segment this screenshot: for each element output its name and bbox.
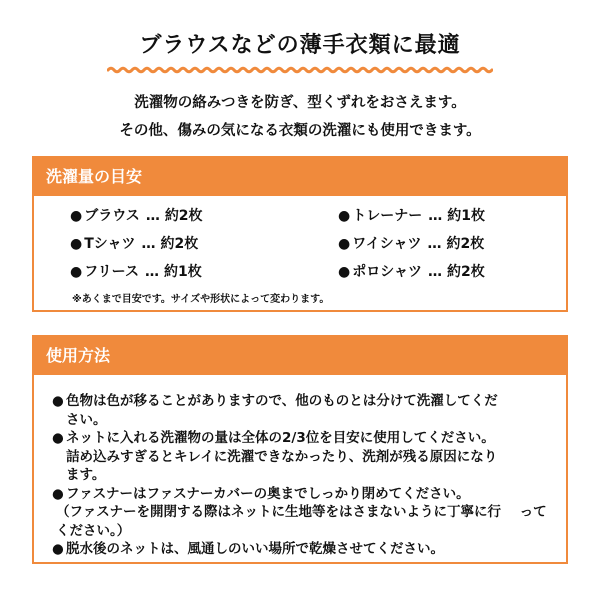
usage-item-line: ネットに入れる洗濯物の量は全体の2/3位を目安に使用してください。 xyxy=(66,430,495,446)
guide-item-name: フリース xyxy=(84,264,139,280)
guide-item xyxy=(338,235,538,254)
usage-item-line: 脱水後のネットは、風通しのいい場所で乾燥させてください。 xyxy=(66,541,444,557)
guide-item xyxy=(338,207,538,226)
bullet-icon: ● xyxy=(338,264,351,280)
usage-item-line: ファスナーはファスナーカバーの奥までしっかり閉めてください。 xyxy=(66,485,470,502)
lead-line-2: その他、傷みの気になる衣類の洗濯にも使用できます。 xyxy=(119,123,481,139)
guide-item-name: ブラウス xyxy=(84,208,140,224)
bullet-icon: ● xyxy=(70,236,83,252)
bullet-icon: ● xyxy=(70,208,83,224)
usage-item xyxy=(52,540,556,559)
laundry-amount-guide-box xyxy=(32,156,568,312)
usage-item-line: ってください。） xyxy=(56,504,547,539)
usage-item-line: さい。 xyxy=(66,411,107,428)
guide-separator: … xyxy=(141,236,155,252)
bullet-icon: ● xyxy=(52,430,64,446)
guide-item-qty: 約1枚 xyxy=(163,264,202,280)
guide-item-qty: 約1枚 xyxy=(447,208,485,224)
guide-separator: … xyxy=(145,208,159,224)
guide-item-name: トレーナー xyxy=(352,208,423,224)
guide-item-name: ワイシャツ xyxy=(352,236,422,252)
usage-instructions-box xyxy=(32,335,568,564)
guide-item-name: ポロシャツ xyxy=(352,264,422,280)
usage-item-line: 色物は色が移ることがありますので、他のものとは分けて洗濯してくだ xyxy=(66,393,498,409)
usage-item-line: ます。 xyxy=(66,467,106,483)
guide-item xyxy=(70,235,338,254)
orange-wave-underline-icon xyxy=(107,64,493,76)
usage-item xyxy=(52,485,556,504)
bullet-icon: ● xyxy=(52,485,64,502)
bullet-icon: ● xyxy=(338,208,351,224)
guide-separator: … xyxy=(427,264,441,280)
usage-item-line: 詰め込みすぎるとキレイに洗濯できなかったり、洗剤が残る原因になり xyxy=(66,448,498,465)
guide-separator: … xyxy=(428,208,442,224)
guide-item xyxy=(70,207,338,226)
usage-list xyxy=(52,392,556,559)
guide-separator: … xyxy=(427,236,441,252)
guide-item-qty: 約2枚 xyxy=(446,264,485,280)
guide-item-qty: 約2枚 xyxy=(164,208,203,224)
bullet-icon: ● xyxy=(52,541,64,557)
guide-item-qty: 約2枚 xyxy=(446,236,485,252)
guide-item xyxy=(70,263,338,282)
bullet-icon: ● xyxy=(52,393,64,409)
lead-line-1: 洗濯物の絡みつきを防ぎ、型くずれをおさえます。 xyxy=(134,95,466,111)
usage-item-line: （ファスナーを開閉する際はネットに生地等をはさまないように丁寧に行 xyxy=(56,504,501,520)
usage-item-note xyxy=(52,503,556,540)
guide-separator: … xyxy=(144,264,158,280)
guide-note: ※あくまで目安です。サイズや形状によって変わります。 xyxy=(72,294,330,305)
guide-grid xyxy=(70,207,540,282)
usage-heading: 使用方法 xyxy=(34,337,566,375)
bullet-icon: ● xyxy=(70,264,83,280)
guide-item-qty: 約2枚 xyxy=(160,236,199,252)
page-title: ブラウスなどの薄手衣類に最適 xyxy=(139,33,461,58)
guide-item xyxy=(338,263,538,282)
usage-item xyxy=(52,392,556,429)
usage-item xyxy=(52,429,556,485)
bullet-icon: ● xyxy=(338,236,351,252)
guide-heading: 洗濯量の目安 xyxy=(34,158,566,196)
guide-item-name: Tシャツ xyxy=(84,236,136,252)
